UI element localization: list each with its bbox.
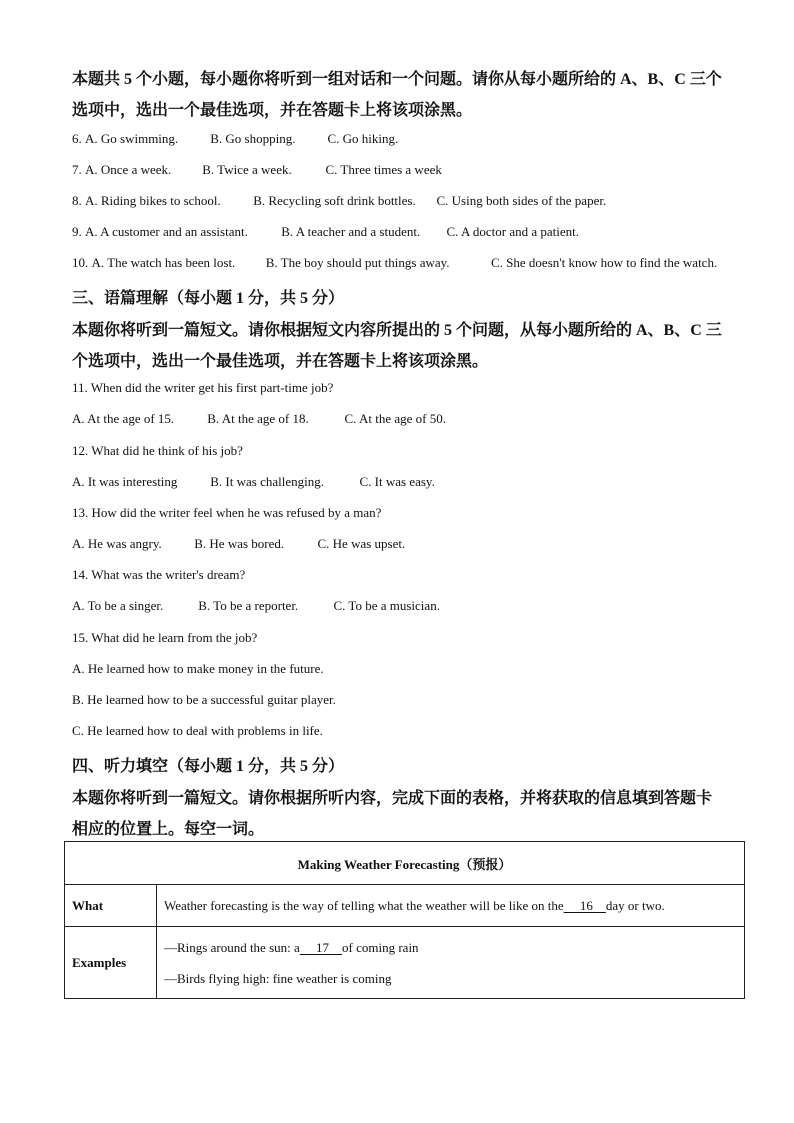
- blank-16: [564, 898, 606, 914]
- what-text-end: day or two.: [605, 897, 665, 913]
- question-9: [72, 224, 579, 240]
- section-4-intro-2: 相应的位置上。每空一词。: [72, 821, 265, 838]
- option-b: B. He was bored.: [194, 536, 285, 551]
- question-13: 13. How did the writer feel when he was refused by a man?: [72, 505, 382, 520]
- option-c: C. It was easy.: [359, 474, 435, 489]
- question-14: 14. What was the writer's dream?: [72, 567, 246, 582]
- question-14-options: [72, 598, 440, 614]
- blank-17-number: 17: [316, 939, 330, 955]
- question-15-option-a: A. He learned how to make money in the future.: [72, 661, 324, 676]
- section-3-intro-1: 本题你将听到一篇短文。请你根据短文内容所提出的 5 个问题，从每小题所给的 A、B、C 三: [72, 322, 722, 339]
- option-c: C. She doesn't know how to find the watch.: [491, 255, 718, 270]
- question-number: 6.: [72, 131, 82, 146]
- option-c: C. At the age of 50.: [344, 411, 446, 426]
- option-b: B. It was challenging.: [210, 474, 324, 489]
- question-12-options: [72, 474, 435, 490]
- option-c: C. A doctor and a patient.: [446, 224, 580, 239]
- option-a: A. To be a singer.: [72, 598, 164, 613]
- question-15-option-b: B. He learned how to be a successful guitar player.: [72, 692, 336, 707]
- question-number: 9.: [72, 224, 82, 239]
- option-a: A. Go swimming.: [85, 131, 179, 146]
- blank-17: [300, 932, 342, 963]
- question-10: [72, 255, 717, 271]
- option-a: A. It was interesting: [72, 474, 178, 489]
- section-4-heading: 四、听力填空（每小题 1 分，共 5 分）: [72, 758, 345, 775]
- question-6: [72, 131, 398, 147]
- question-8: [72, 193, 606, 209]
- option-b: B. Twice a week.: [202, 162, 292, 177]
- question-7: [72, 162, 442, 178]
- option-c: C. He was upset.: [317, 536, 406, 551]
- question-15: 15. What did he learn from the job?: [72, 630, 258, 645]
- question-12: 12. What did he think of his job?: [72, 443, 243, 458]
- option-b: B. Recycling soft drink bottles.: [253, 193, 416, 208]
- option-b: B. At the age of 18.: [207, 411, 309, 426]
- option-b: B. A teacher and a student.: [281, 224, 421, 239]
- intro-line-1: 本题共 5 个小题，每小题你将听到一组对话和一个问题。请你从每小题所给的 A、B、C 三个: [72, 71, 722, 88]
- row-content-what: [157, 885, 745, 927]
- example-rings: [164, 932, 737, 963]
- option-c: C. To be a musician.: [333, 598, 440, 613]
- option-b: B. To be a reporter.: [198, 598, 299, 613]
- question-number: 10.: [72, 255, 89, 270]
- question-13-options: [72, 536, 405, 552]
- blank-16-number: 16: [579, 897, 593, 913]
- option-b: B. The boy should put things away.: [265, 255, 450, 270]
- option-a: A. Riding bikes to school.: [85, 193, 221, 208]
- table-title: Making Weather Forecasting（预报）: [65, 842, 745, 885]
- option-c: C. Go hiking.: [327, 131, 399, 146]
- intro-line-2: 选项中，选出一个最佳选项，并在答题卡上将该项涂黑。: [72, 102, 473, 119]
- row-label-what: What: [65, 885, 157, 927]
- question-11: 11. When did the writer get his first part-time job?: [72, 380, 334, 395]
- row-content-examples: [157, 927, 745, 999]
- option-c: C. Using both sides of the paper.: [436, 193, 607, 208]
- example-birds: —Birds flying high: fine weather is coming: [164, 970, 392, 986]
- question-15-option-c: C. He learned how to deal with problems in life.: [72, 723, 323, 738]
- option-b: B. Go shopping.: [210, 131, 296, 146]
- example-1-text: —Rings around the sun: a: [164, 939, 300, 955]
- option-a: A. A customer and an assistant.: [85, 224, 248, 239]
- option-a: A. The watch has been lost.: [91, 255, 236, 270]
- section-3-heading: 三、语篇理解（每小题 1 分，共 5 分）: [72, 290, 345, 307]
- question-number: 8.: [72, 193, 82, 208]
- weather-forecast-table: [64, 841, 745, 999]
- section-4-intro-1: 本题你将听到一篇短文。请你根据所听内容，完成下面的表格，并将获取的信息填到答题卡: [72, 790, 713, 807]
- option-a: A. Once a week.: [85, 162, 172, 177]
- row-label-examples: Examples: [65, 927, 157, 999]
- option-c: C. Three times a week: [325, 162, 442, 177]
- option-a: A. At the age of 15.: [72, 411, 175, 426]
- question-11-options: [72, 411, 446, 427]
- example-1-text-end: of coming rain: [342, 939, 419, 955]
- what-text: Weather forecasting is the way of telling what the weather will be like on the: [164, 897, 564, 913]
- question-number: 7.: [72, 162, 82, 177]
- section-3-intro-2: 个选项中，选出一个最佳选项，并在答题卡上将该项涂黑。: [72, 353, 489, 370]
- option-a: A. He was angry.: [72, 536, 162, 551]
